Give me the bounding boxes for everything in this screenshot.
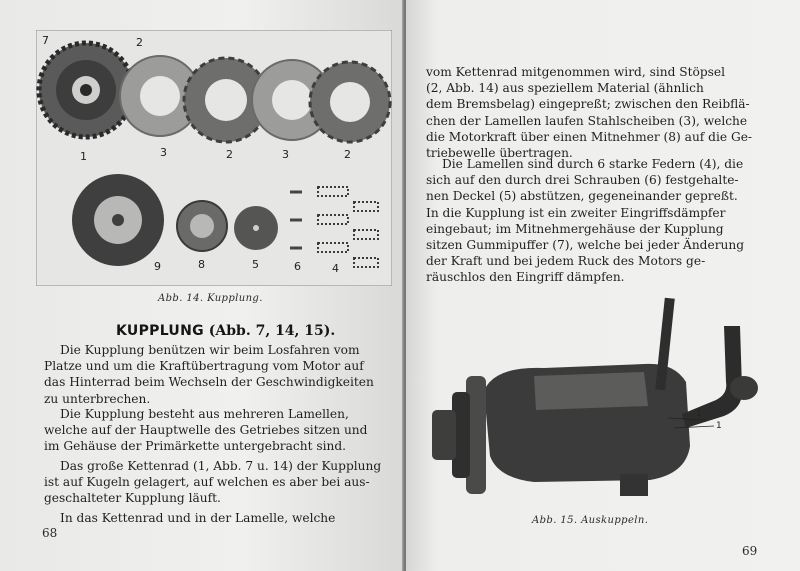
text-line: geschalteter Kupplung läuft. xyxy=(44,491,221,506)
text-line: sich auf den durch drei Schrauben (6) festgehalte- xyxy=(426,173,739,188)
sprocket-part-1 xyxy=(39,43,133,137)
text-line: das Hinterrad beim Wechseln der Geschwindigkeiten xyxy=(44,375,374,390)
clutch-hub-part-9 xyxy=(72,174,164,266)
text-line: In das Kettenrad und in der Lamelle, welche xyxy=(60,511,336,525)
right-page xyxy=(406,0,800,571)
text-line: Platze und um die Kraftübertragung vom Motor auf xyxy=(44,359,364,374)
part-label: 1 xyxy=(716,421,722,431)
left-paragraph-3 xyxy=(44,458,384,507)
text-line: Die Lamellen sind durch 6 starke Federn (4), die xyxy=(442,157,744,171)
part-label: 2 xyxy=(226,148,233,161)
text-line: zu unterbrechen. xyxy=(44,391,151,406)
section-heading-title: KUPPLUNG xyxy=(116,323,204,339)
part-label: 5 xyxy=(252,258,259,271)
carrier-part-8 xyxy=(177,201,227,251)
figure-14-clutch-parts xyxy=(36,30,392,286)
part-label: 1 xyxy=(80,150,87,163)
text-line: die Motorkraft über einen Mitnehmer (8) auf die Ge- xyxy=(426,129,753,144)
right-paragraph-1 xyxy=(426,64,786,161)
section-heading xyxy=(116,323,335,339)
part-label: 8 xyxy=(198,258,205,271)
part-label: 3 xyxy=(160,146,167,159)
text-line: sitzen Gummipuffer (7), welche bei jeder Änderung xyxy=(426,238,745,253)
left-paragraph-2 xyxy=(44,406,384,455)
part-label: 9 xyxy=(154,260,161,273)
text-line: triebewelle übertragen. xyxy=(426,146,573,161)
part-label: 1 xyxy=(696,409,702,419)
part-label: 4 xyxy=(332,262,339,275)
figure-15-caption: Abb. 15. Auskuppeln. xyxy=(532,515,649,526)
text-line: Die Kupplung benützen wir beim Losfahren vom xyxy=(60,343,360,357)
text-line: nen Deckel (5) abstützen, gegeneinander gepreßt. xyxy=(426,189,738,204)
text-line: der Kraft und bei jedem Ruck des Motors ge- xyxy=(426,254,706,269)
text-line: vom Kettenrad mitgenommen wird, sind Stöpsel xyxy=(426,65,726,79)
right-paragraph-2 xyxy=(426,156,786,286)
left-paragraph-1 xyxy=(44,342,384,407)
text-line: räuschlos den Eingriff dämpfen. xyxy=(426,270,625,285)
text-line: im Gehäuse der Primärkette untergebracht sind. xyxy=(44,439,347,454)
text-line: Die Kupplung besteht aus mehreren Lamellen, xyxy=(60,407,349,421)
text-line: welche auf der Hauptwelle des Getriebes sitzen und xyxy=(44,423,368,438)
page-number-right: 69 xyxy=(742,544,758,558)
part-label: 3 xyxy=(282,148,289,161)
text-line: (2, Abb. 14) aus speziellem Material (ähnlich xyxy=(426,81,704,96)
left-paragraph-4 xyxy=(44,510,384,526)
part-label: 2 xyxy=(344,148,351,161)
text-line: chen der Lamellen laufen Stahlscheiben (3), welche xyxy=(426,113,748,128)
page-number-left: 68 xyxy=(42,526,58,540)
figure-15-clutch-assembly xyxy=(424,296,764,510)
text-line: eingebaut; im Mitnehmergehäuse der Kupplung xyxy=(426,221,724,236)
part-label: 6 xyxy=(294,260,301,273)
cover-part-5 xyxy=(234,206,278,250)
section-heading-ref: (Abb. 7, 14, 15). xyxy=(208,323,336,339)
figure-14-caption: Abb. 14. Kupplung. xyxy=(158,293,263,304)
text-line: Das große Kettenrad (1, Abb. 7 u. 14) der Kupplung xyxy=(60,459,382,473)
part-label: 2 xyxy=(136,36,143,49)
text-line: In die Kupplung ist ein zweiter Eingriffsdämpfer xyxy=(426,205,726,220)
text-line: ist auf Kugeln gelagert, auf welchen es aber bei aus- xyxy=(44,475,370,490)
part-label: 7 xyxy=(42,34,49,47)
text-line: dem Bremsbelag) eingepreßt; zwischen den Reibflä- xyxy=(426,97,750,112)
